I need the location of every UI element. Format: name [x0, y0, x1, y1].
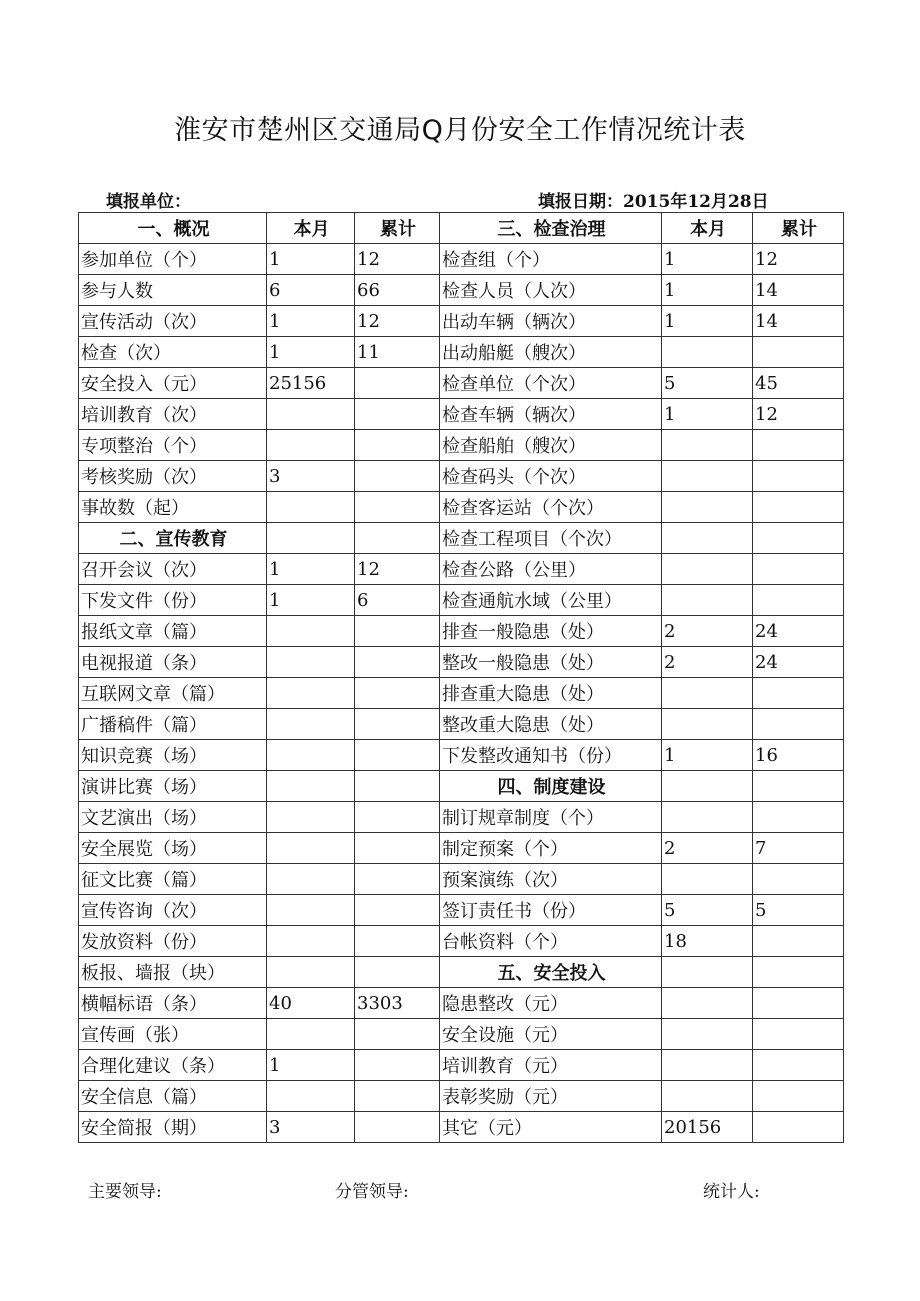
row-month-left — [267, 895, 355, 926]
row-month-right — [662, 864, 753, 895]
row-month-right — [662, 461, 753, 492]
row-month-right — [662, 771, 753, 802]
row-month-right: 1 — [662, 740, 753, 771]
row-label-left: 知识竞赛（场） — [79, 740, 267, 771]
row-cumulative-right — [753, 1050, 844, 1081]
row-month-left: 1 — [267, 244, 355, 275]
row-cumulative-left — [355, 1081, 440, 1112]
table-row — [79, 1019, 844, 1050]
row-cumulative-left — [355, 368, 440, 399]
row-label-left: 培训教育（次） — [79, 399, 267, 430]
row-label-left: 合理化建议（条） — [79, 1050, 267, 1081]
row-cumulative-right — [753, 678, 844, 709]
row-month-right — [662, 957, 753, 988]
table-row — [79, 1081, 844, 1112]
row-label-right: 台帐资料（个） — [440, 926, 662, 957]
row-month-right — [662, 492, 753, 523]
table-row — [79, 337, 844, 368]
row-month-left: 40 — [267, 988, 355, 1019]
row-month-left: 1 — [267, 554, 355, 585]
row-label-right: 排查重大隐患（处） — [440, 678, 662, 709]
row-cumulative-right — [753, 523, 844, 554]
row-month-right: 1 — [662, 306, 753, 337]
row-month-left — [267, 1081, 355, 1112]
table-row — [79, 368, 844, 399]
row-label-left: 参加单位（个） — [79, 244, 267, 275]
row-label-left: 电视报道（条） — [79, 647, 267, 678]
row-cumulative-left — [355, 492, 440, 523]
row-cumulative-left — [355, 1050, 440, 1081]
row-cumulative-left — [355, 957, 440, 988]
table-row — [79, 740, 844, 771]
column-header-month-right: 本月 — [662, 213, 753, 244]
row-label-right: 制定预案（个） — [440, 833, 662, 864]
row-month-left — [267, 864, 355, 895]
row-month-right — [662, 523, 753, 554]
row-label-right: 整改一般隐患（处） — [440, 647, 662, 678]
row-cumulative-left — [355, 399, 440, 430]
row-label-left: 下发文件（份） — [79, 585, 267, 616]
row-label-right: 培训教育（元） — [440, 1050, 662, 1081]
row-month-left — [267, 833, 355, 864]
row-cumulative-left — [355, 709, 440, 740]
row-label-right: 整改重大隐患（处） — [440, 709, 662, 740]
table-row — [79, 461, 844, 492]
row-cumulative-left — [355, 1112, 440, 1143]
row-label-left: 宣传画（张） — [79, 1019, 267, 1050]
row-label-left: 横幅标语（条） — [79, 988, 267, 1019]
row-label-right: 检查车辆（辆次） — [440, 399, 662, 430]
row-cumulative-left — [355, 771, 440, 802]
statistics-table — [78, 212, 844, 1143]
row-label-right: 五、安全投入 — [440, 957, 662, 988]
row-cumulative-left — [355, 647, 440, 678]
row-month-right: 1 — [662, 244, 753, 275]
row-month-right: 1 — [662, 275, 753, 306]
row-label-left: 演讲比赛（场） — [79, 771, 267, 802]
row-label-right: 检查公路（公里） — [440, 554, 662, 585]
row-cumulative-right — [753, 1019, 844, 1050]
row-label-right: 检查客运站（个次） — [440, 492, 662, 523]
row-label-right: 检查通航水域（公里） — [440, 585, 662, 616]
row-label-left: 二、宣传教育 — [79, 523, 267, 554]
footer-deputy-leader: 分管领导: — [335, 1182, 409, 1202]
row-label-left: 安全信息（篇） — [79, 1081, 267, 1112]
statistics-table-body — [79, 213, 844, 1143]
row-month-left — [267, 647, 355, 678]
row-label-right: 检查单位（个次） — [440, 368, 662, 399]
row-month-right — [662, 430, 753, 461]
row-month-left — [267, 957, 355, 988]
table-row — [79, 895, 844, 926]
row-cumulative-right — [753, 957, 844, 988]
section-header-overview: 一、概况 — [79, 213, 267, 244]
table-row — [79, 244, 844, 275]
row-label-left: 发放资料（份） — [79, 926, 267, 957]
row-cumulative-right — [753, 1112, 844, 1143]
row-cumulative-left: 11 — [355, 337, 440, 368]
row-label-right: 预案演练（次） — [440, 864, 662, 895]
row-month-right — [662, 678, 753, 709]
row-month-left: 3 — [267, 461, 355, 492]
table-row — [79, 492, 844, 523]
row-label-right: 出动车辆（辆次） — [440, 306, 662, 337]
row-label-right: 检查人员（人次） — [440, 275, 662, 306]
row-cumulative-left — [355, 678, 440, 709]
row-month-right: 2 — [662, 833, 753, 864]
row-cumulative-right: 14 — [753, 275, 844, 306]
table-row — [79, 523, 844, 554]
row-cumulative-left — [355, 926, 440, 957]
row-label-left: 互联网文章（篇） — [79, 678, 267, 709]
row-label-left: 安全投入（元） — [79, 368, 267, 399]
row-month-left — [267, 399, 355, 430]
row-label-right: 出动船艇（艘次） — [440, 337, 662, 368]
row-month-left: 1 — [267, 1050, 355, 1081]
row-label-right: 签订责任书（份） — [440, 895, 662, 926]
row-month-left: 1 — [267, 306, 355, 337]
table-row — [79, 833, 844, 864]
table-row — [79, 771, 844, 802]
row-month-left: 3 — [267, 1112, 355, 1143]
row-cumulative-left: 66 — [355, 275, 440, 306]
row-cumulative-left — [355, 1019, 440, 1050]
row-cumulative-left — [355, 616, 440, 647]
row-label-left: 安全展览（场） — [79, 833, 267, 864]
footer-statistician: 统计人: — [703, 1182, 760, 1202]
row-month-left — [267, 802, 355, 833]
row-cumulative-right — [753, 771, 844, 802]
row-label-left: 征文比赛（篇） — [79, 864, 267, 895]
filler-unit-label: 填报单位： — [106, 192, 191, 212]
table-row — [79, 988, 844, 1019]
row-cumulative-right: 7 — [753, 833, 844, 864]
row-cumulative-right — [753, 430, 844, 461]
row-month-left: 1 — [267, 585, 355, 616]
table-row — [79, 430, 844, 461]
row-cumulative-right — [753, 554, 844, 585]
row-cumulative-left: 12 — [355, 244, 440, 275]
row-month-right — [662, 709, 753, 740]
row-label-left: 广播稿件（篇） — [79, 709, 267, 740]
row-label-right: 隐患整改（元） — [440, 988, 662, 1019]
row-cumulative-right — [753, 1081, 844, 1112]
table-row — [79, 926, 844, 957]
table-row — [79, 678, 844, 709]
row-cumulative-left: 12 — [355, 306, 440, 337]
row-label-right: 检查组（个） — [440, 244, 662, 275]
row-cumulative-left: 3303 — [355, 988, 440, 1019]
table-row — [79, 306, 844, 337]
row-cumulative-right: 24 — [753, 616, 844, 647]
row-month-left: 1 — [267, 337, 355, 368]
table-row — [79, 647, 844, 678]
row-label-right: 检查码头（个次） — [440, 461, 662, 492]
column-header-cumulative-right: 累计 — [753, 213, 844, 244]
row-label-left: 召开会议（次） — [79, 554, 267, 585]
row-label-right: 安全设施（元） — [440, 1019, 662, 1050]
table-row — [79, 957, 844, 988]
row-month-left — [267, 771, 355, 802]
row-cumulative-left: 12 — [355, 554, 440, 585]
table-row — [79, 399, 844, 430]
row-label-left: 考核奖励（次） — [79, 461, 267, 492]
table-row — [79, 709, 844, 740]
row-label-right: 其它（元） — [440, 1112, 662, 1143]
row-label-left: 参与人数 — [79, 275, 267, 306]
row-cumulative-left — [355, 430, 440, 461]
column-header-month: 本月 — [267, 213, 355, 244]
row-cumulative-right — [753, 337, 844, 368]
row-cumulative-left: 6 — [355, 585, 440, 616]
row-label-right: 排查一般隐患（处） — [440, 616, 662, 647]
table-header-row — [79, 213, 844, 244]
row-month-left: 25156 — [267, 368, 355, 399]
row-month-right: 1 — [662, 399, 753, 430]
table-row — [79, 1112, 844, 1143]
table-row — [79, 275, 844, 306]
row-month-right: 20156 — [662, 1112, 753, 1143]
row-cumulative-right — [753, 461, 844, 492]
row-month-right — [662, 1050, 753, 1081]
row-label-left: 专项整治（个） — [79, 430, 267, 461]
row-label-left: 宣传咨询（次） — [79, 895, 267, 926]
row-label-right: 检查工程项目（个次） — [440, 523, 662, 554]
row-label-left: 宣传活动（次） — [79, 306, 267, 337]
table-row — [79, 864, 844, 895]
row-cumulative-right: 45 — [753, 368, 844, 399]
fill-date-label: 填报日期：2015年12月28日 — [538, 192, 769, 212]
row-cumulative-right: 24 — [753, 647, 844, 678]
row-label-left: 事故数（起） — [79, 492, 267, 523]
row-label-right: 制订规章制度（个） — [440, 802, 662, 833]
row-cumulative-left — [355, 740, 440, 771]
row-month-left — [267, 740, 355, 771]
row-month-right: 5 — [662, 368, 753, 399]
row-month-left — [267, 926, 355, 957]
row-cumulative-left — [355, 523, 440, 554]
row-month-left — [267, 492, 355, 523]
row-cumulative-left — [355, 802, 440, 833]
row-label-left: 安全简报（期） — [79, 1112, 267, 1143]
row-cumulative-right — [753, 864, 844, 895]
row-month-left — [267, 616, 355, 647]
row-cumulative-left — [355, 895, 440, 926]
row-cumulative-right: 14 — [753, 306, 844, 337]
row-month-right — [662, 337, 753, 368]
row-label-right: 表彰奖励（元） — [440, 1081, 662, 1112]
row-cumulative-right: 5 — [753, 895, 844, 926]
row-month-right — [662, 585, 753, 616]
table-row — [79, 616, 844, 647]
row-month-left — [267, 709, 355, 740]
row-cumulative-right: 12 — [753, 399, 844, 430]
row-month-right: 5 — [662, 895, 753, 926]
page-title: 淮安市楚州区交通局Q月份安全工作情况统计表 — [174, 115, 746, 146]
row-month-right — [662, 554, 753, 585]
footer-main-leader: 主要领导: — [88, 1182, 162, 1202]
row-month-right — [662, 802, 753, 833]
table-row — [79, 585, 844, 616]
row-cumulative-left — [355, 833, 440, 864]
row-month-left — [267, 1019, 355, 1050]
row-cumulative-right — [753, 926, 844, 957]
section-header-inspection: 三、检查治理 — [440, 213, 662, 244]
row-month-left — [267, 523, 355, 554]
row-label-right: 下发整改通知书（份） — [440, 740, 662, 771]
row-cumulative-left — [355, 461, 440, 492]
row-cumulative-right: 12 — [753, 244, 844, 275]
column-header-cumulative: 累计 — [355, 213, 440, 244]
row-cumulative-right: 16 — [753, 740, 844, 771]
row-month-right: 18 — [662, 926, 753, 957]
row-month-right: 2 — [662, 647, 753, 678]
row-label-left: 文艺演出（场） — [79, 802, 267, 833]
row-label-right: 检查船舶（艘次） — [440, 430, 662, 461]
row-month-right — [662, 1081, 753, 1112]
row-cumulative-right — [753, 802, 844, 833]
row-label-left: 检查（次） — [79, 337, 267, 368]
row-month-left — [267, 430, 355, 461]
row-cumulative-right — [753, 492, 844, 523]
row-label-left: 报纸文章（篇） — [79, 616, 267, 647]
row-label-left: 板报、墙报（块） — [79, 957, 267, 988]
row-cumulative-right — [753, 988, 844, 1019]
row-cumulative-left — [355, 864, 440, 895]
row-cumulative-right — [753, 709, 844, 740]
row-label-right: 四、制度建设 — [440, 771, 662, 802]
table-row — [79, 802, 844, 833]
table-row — [79, 554, 844, 585]
table-row — [79, 1050, 844, 1081]
row-month-right — [662, 1019, 753, 1050]
row-month-left — [267, 678, 355, 709]
row-month-left: 6 — [267, 275, 355, 306]
row-cumulative-right — [753, 585, 844, 616]
row-month-right — [662, 988, 753, 1019]
row-month-right: 2 — [662, 616, 753, 647]
